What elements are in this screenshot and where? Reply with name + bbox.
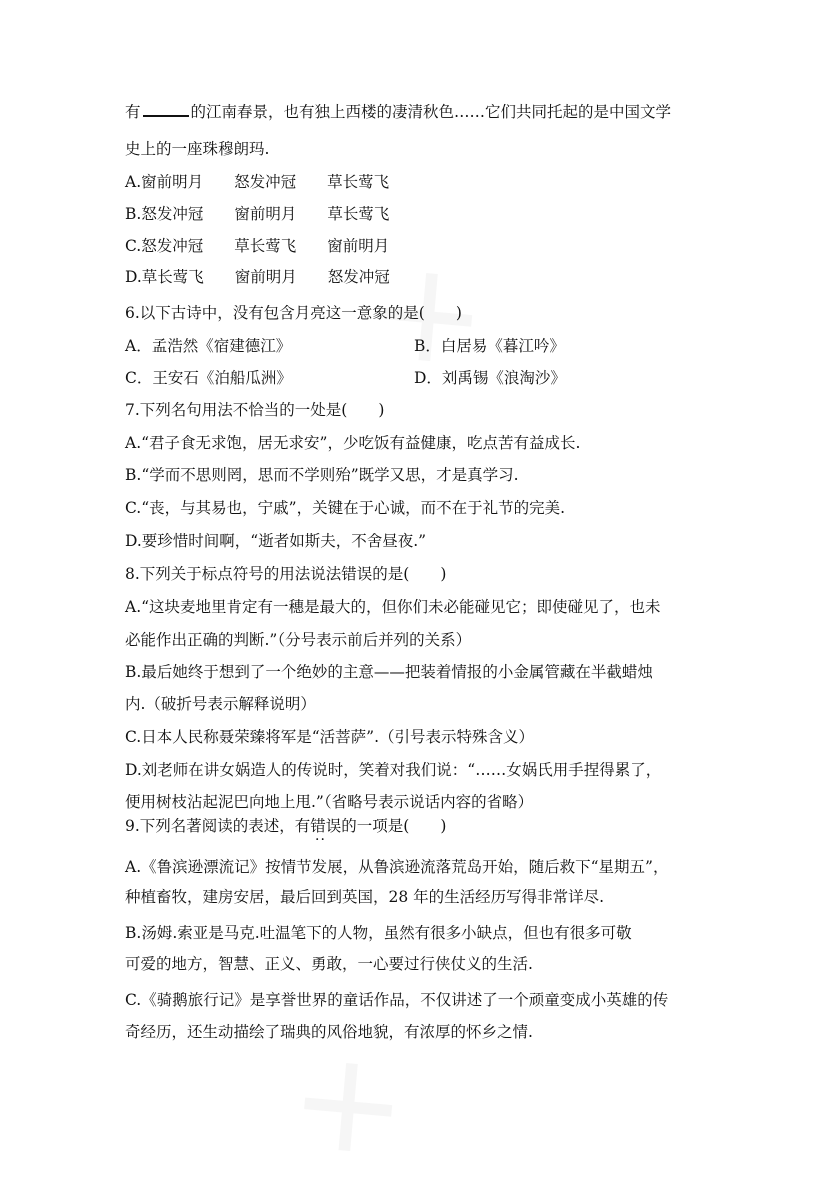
q8-option-d-line-2: 便用树枝沾起泥巴向地上甩.”（省略号表示说话内容的省略） (125, 793, 534, 811)
q6-stem: 6.以下古诗中，没有包含月亮这一意象的是( ) (125, 304, 462, 322)
q5-stem-text: 的江南春景，也有独上西楼的凄清秋色……它们共同托起的是中国文学 (190, 103, 672, 121)
q8-option-a-line-2: 必能作出正确的判断.”（分号表示前后并列的关系） (125, 631, 472, 649)
q9-option-b-line-2: 可爱的地方，智慧、正义、勇敢，一心要过行侠仗义的生活. (125, 955, 533, 973)
q5-stem-line-1 (125, 101, 671, 123)
q6-option-d: D．刘禹锡《浪淘沙》 (414, 369, 566, 387)
q9-option-a-line-2: 种植畜牧，建房安居，最后回到英国，28 年的生活经历写得非常详尽. (125, 888, 605, 906)
q5-option-c: C.怒发冲冠 草长莺飞 窗前明月 (125, 237, 390, 255)
q5-option-d: D.草长莺飞 窗前明月 怒发冲冠 (125, 268, 390, 286)
q9-option-c-line-2: 奇经历，还生动描绘了瑞典的风俗地貌，有浓厚的怀乡之情. (125, 1023, 533, 1041)
q6-option-c: C．王安石《泊船瓜洲》 (125, 369, 292, 387)
q8-option-d-line-1: D.刘老师在讲女娲造人的传说时，笑着对我们说：“……女娲氏用手捏得累了， (125, 761, 662, 779)
q7-option-a: A.“君子食无求饱，居无求安”，少吃饭有益健康，吃点苦有益成长. (125, 434, 581, 452)
q5-option-b: B.怒发冲冠 窗前明月 草长莺飞 (125, 205, 390, 223)
q7-option-b: B.“学而不思则罔，思而不学则殆”既学又思，才是真学习. (125, 466, 519, 484)
q9-option-c-line-1: C.《骑鹅旅行记》是享誉世界的童话作品，不仅讲述了一个顽童变成小英雄的传 (125, 991, 669, 1009)
q9-option-b-line-1: B.汤姆.索亚是马克.吐温笔下的人物，虽然有很多小缺点，但也有很多可敬 (125, 924, 632, 942)
q5-stem-line-2: 史上的一座珠穆朗玛. (125, 140, 270, 158)
emphasis-dots: ·· (315, 832, 326, 848)
q7-stem: 7.下列名句用法不恰当的一处是( ) (125, 401, 385, 419)
q5-stem-prefix: 有 (125, 103, 141, 121)
q7-option-d: D.要珍惜时间啊，“逝者如斯夫，不舍昼夜.” (125, 532, 427, 550)
q5-option-a: A.窗前明月 怒发冲冠 草长莺飞 (125, 173, 390, 191)
q8-stem: 8.下列关于标点符号的用法说法错误的是( ) (125, 565, 447, 583)
q9-option-a-line-1: A.《鲁滨逊漂流记》按情节发展，从鲁滨逊流落荒岛开始，随后救下“星期五”， (125, 858, 669, 876)
q8-option-a-line-1: A.“这块麦地里肯定有一穗是最大的，但你们未必能碰见它；即使碰见了，也未 (125, 598, 661, 616)
fill-blank (143, 101, 189, 117)
q8-option-b-line-2: 内.（破折号表示解释说明） (125, 695, 316, 713)
q9-stem: 9.下列名著阅读的表述，有错误的一项是( ) (125, 817, 447, 835)
q8-option-c: C.日本人民称聂荣臻将军是“活菩萨”.（引号表示特殊含义） (125, 728, 535, 746)
watermark (267, 1024, 433, 1195)
q7-option-c: C.“丧，与其易也，宁戚”，关键在于心诚，而不在于礼节的完美. (125, 499, 566, 517)
q6-option-a: A．孟浩然《宿建德江》 (125, 337, 292, 355)
q6-option-b: B．白居易《暮江吟》 (414, 337, 565, 355)
q8-option-b-line-1: B.最后她终于想到了一个绝妙的主意——把装着情报的小金属管藏在半截蜡烛 (125, 663, 653, 681)
